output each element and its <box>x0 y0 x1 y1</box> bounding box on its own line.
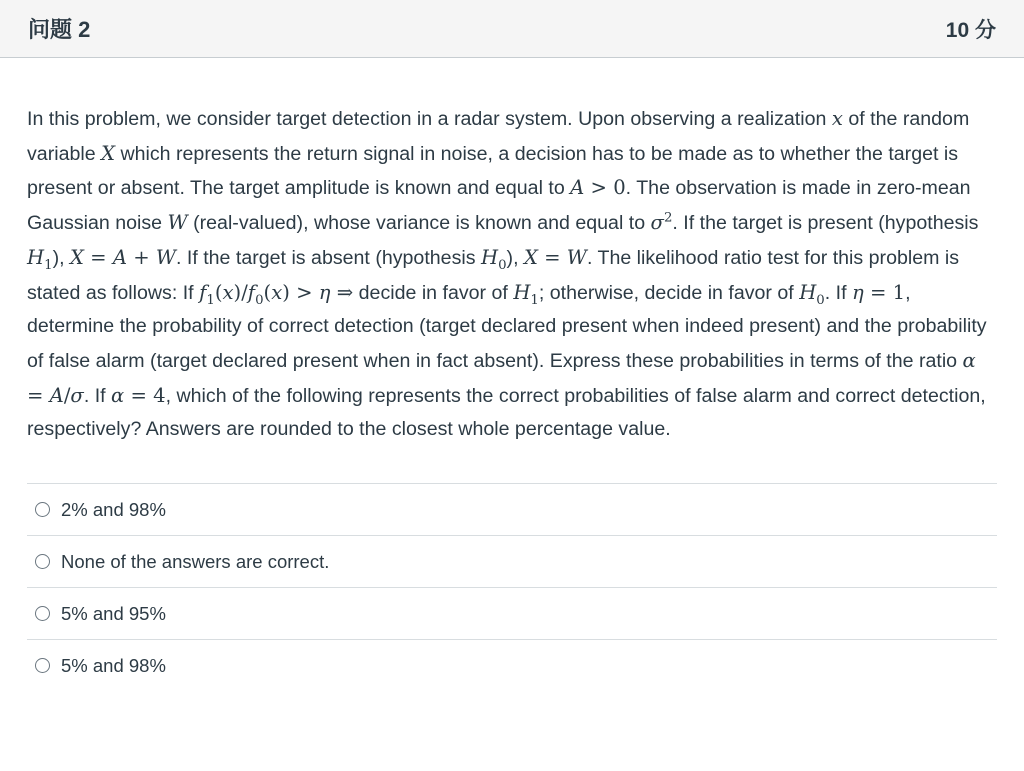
math-symbol: H <box>513 280 531 304</box>
question-text-run: , which of the following represents the correct probabilities of false alarm and correct detection, respectively? Answers are rounded to the closest whole percentage value. <box>27 384 986 441</box>
math-operator: ⇒ <box>330 280 354 304</box>
question-text-run: , determine the probability of correct detection (target declared present when indeed present) and the probability of false alarm (target declared present when in fact absent). Express these probabilities in terms of the ratio <box>27 281 987 372</box>
math-symbol: X <box>70 245 84 269</box>
question-body <box>0 58 1024 691</box>
math-symbol: X <box>523 245 538 269</box>
question-title: 问题 2 <box>28 17 91 42</box>
math-operator: = <box>27 383 50 407</box>
math-operator: > 0 <box>584 176 626 200</box>
radio-button-icon[interactable] <box>35 606 50 621</box>
math-symbol: H <box>799 280 817 304</box>
question-text-run: ), <box>506 246 524 269</box>
answer-label: 5% and 98% <box>61 654 166 676</box>
math-symbol: α <box>111 383 125 407</box>
math-operator: = 1 <box>863 280 906 304</box>
math-symbol: σ <box>70 383 84 407</box>
question-text-run: In this problem, we consider target detection in a radar system. Upon observing a realization <box>27 108 832 130</box>
question-text-run: . The observation is made in zero-mean Gaussian noise <box>27 177 971 235</box>
question-text <box>27 102 997 447</box>
answer-label: None of the answers are correct. <box>61 550 330 572</box>
question-text-run: . If the target is present (hypothesis <box>672 212 979 235</box>
question-text-run: ; otherwise, decide in favor of <box>538 281 800 304</box>
math-symbol: A <box>570 176 585 200</box>
answer-option-3[interactable] <box>27 587 997 639</box>
math-operator: )/ <box>233 280 248 304</box>
math-symbol: W <box>155 245 176 269</box>
question-text-run: which represents the return signal in noise, a decision has to be made as to whether the target is present or absent. The target amplitude is known and equal to <box>27 142 959 200</box>
math-symbol: η <box>318 280 331 304</box>
answer-option-1[interactable] <box>27 483 997 535</box>
math-operator: = <box>83 245 113 269</box>
math-subscript: 0 <box>816 292 825 308</box>
question-text-run: (real-valued), whose variance is known and equal to <box>187 212 651 235</box>
math-operator: = <box>537 245 567 269</box>
math-symbol: W <box>566 245 587 269</box>
math-operator: + <box>126 245 156 269</box>
question-text-run: of the random variable <box>27 108 970 165</box>
answer-list <box>27 483 997 691</box>
math-symbol: α <box>962 348 976 372</box>
question-text-run: . The likelihood ratio test for this problem is stated as follows: If <box>27 246 960 304</box>
math-symbol: H <box>27 245 45 269</box>
math-operator: ) > <box>282 280 319 304</box>
math-superscript: 2 <box>663 210 673 226</box>
math-symbol: η <box>852 280 864 304</box>
radio-button-icon[interactable] <box>35 502 50 517</box>
math-symbol: A <box>49 383 64 407</box>
question-text-run: . If <box>83 384 112 407</box>
question-text-run: decide in favor of <box>353 281 514 304</box>
question-text-run: . If <box>824 281 852 304</box>
question-text-run: ), <box>52 246 70 269</box>
math-subscript: 1 <box>530 292 539 308</box>
answer-option-4[interactable] <box>27 639 997 691</box>
math-symbol: W <box>167 211 188 235</box>
math-symbol: x <box>831 107 843 130</box>
answer-label: 5% and 95% <box>61 602 166 624</box>
radio-button-icon[interactable] <box>35 658 50 673</box>
math-symbol: f <box>199 280 207 304</box>
radio-button-icon[interactable] <box>35 554 50 569</box>
math-subscript: 1 <box>206 292 215 308</box>
math-subscript: 0 <box>498 257 507 273</box>
question-header <box>0 0 1024 58</box>
question-points: 10 分 <box>945 18 996 42</box>
math-subscript: 0 <box>255 292 264 308</box>
math-symbol: x <box>271 280 283 304</box>
math-symbol: H <box>480 245 499 269</box>
math-operator: ( <box>263 280 272 304</box>
math-symbol: X <box>101 141 116 165</box>
math-operator: / <box>63 383 71 407</box>
math-symbol: σ <box>650 211 664 235</box>
math-symbol: A <box>112 245 127 269</box>
answer-option-2[interactable] <box>27 535 997 587</box>
math-operator: ( <box>214 280 223 304</box>
math-operator: = 4 <box>124 383 166 407</box>
answer-label: 2% and 98% <box>61 498 166 520</box>
question-text-run: . If the target is absent (hypothesis <box>176 246 481 269</box>
math-symbol: x <box>222 280 234 304</box>
math-symbol: f <box>247 280 256 304</box>
math-subscript: 1 <box>44 257 53 273</box>
